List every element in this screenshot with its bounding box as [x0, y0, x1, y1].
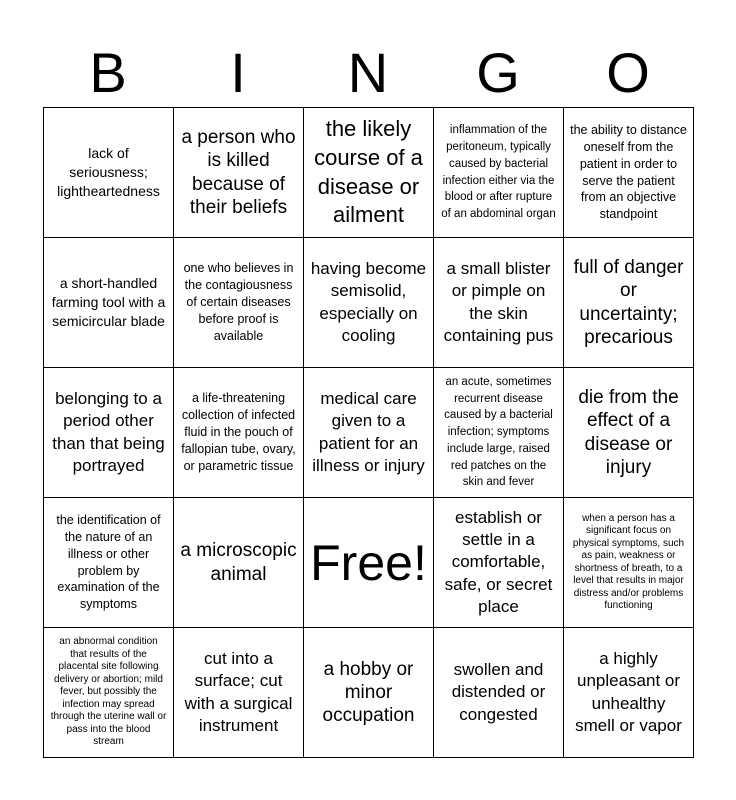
bingo-cell: an acute, sometimes recurrent disease caused by a bacterial infection; symptoms include large, raised red patches on the skin and fever	[434, 368, 564, 498]
bingo-cell: inflammation of the peritoneum, typically caused by bacterial infection either via the blood or after rupture of an abdominal organ	[434, 108, 564, 238]
header-letter-o: O	[606, 41, 650, 104]
header-letter-b: B	[89, 41, 127, 104]
bingo-cell: swollen and distended or congested	[434, 628, 564, 758]
bingo-cell: belonging to a period other than that being portrayed	[44, 368, 174, 498]
bingo-cell: a short-handled farming tool with a semicircular blade	[44, 238, 174, 368]
bingo-cell: full of danger or uncertainty; precarious	[564, 238, 694, 368]
bingo-cell: having become semisolid, especially on cooling	[304, 238, 434, 368]
bingo-cell: a life-threatening collection of infected fluid in the pouch of fallopian tube, ovary, or parametric tissue	[174, 368, 304, 498]
bingo-cell: a highly unpleasant or unhealthy smell or vapor	[564, 628, 694, 758]
bingo-cell: a microscopic animal	[174, 498, 304, 628]
bingo-header	[43, 40, 693, 106]
bingo-cell: a small blister or pimple on the skin containing pus	[434, 238, 564, 368]
bingo-cell: one who believes in the contagiousness of certain diseases before proof is available	[174, 238, 304, 368]
header-letter-g: G	[476, 41, 520, 104]
header-letter-i: I	[230, 41, 246, 104]
bingo-cell: an abnormal condition that results of the placental site following delivery or abortion; mild fever, but possibly the infection may spread through the uterine wall or pass into the blood stream	[44, 628, 174, 758]
bingo-cell: medical care given to a patient for an illness or injury	[304, 368, 434, 498]
bingo-cell: cut into a surface; cut with a surgical instrument	[174, 628, 304, 758]
free-space: Free!	[304, 498, 434, 628]
bingo-cell: a person who is killed because of their beliefs	[174, 108, 304, 238]
bingo-cell: establish or settle in a comfortable, safe, or secret place	[434, 498, 564, 628]
bingo-board	[43, 107, 694, 758]
bingo-cell: the likely course of a disease or ailment	[304, 108, 434, 238]
bingo-cell: die from the effect of a disease or injury	[564, 368, 694, 498]
bingo-cell: the ability to distance oneself from the patient in order to serve the patient from an objective standpoint	[564, 108, 694, 238]
bingo-cell: the identification of the nature of an illness or other problem by examination of the symptoms	[44, 498, 174, 628]
bingo-cell: lack of seriousness; lightheartedness	[44, 108, 174, 238]
header-letter-n: N	[347, 41, 389, 104]
bingo-cell: a hobby or minor occupation	[304, 628, 434, 758]
bingo-cell: when a person has a significant focus on physical symptoms, such as pain, weakness or shortness of breath, to a level that results in major distress and/or problems functioning	[564, 498, 694, 628]
